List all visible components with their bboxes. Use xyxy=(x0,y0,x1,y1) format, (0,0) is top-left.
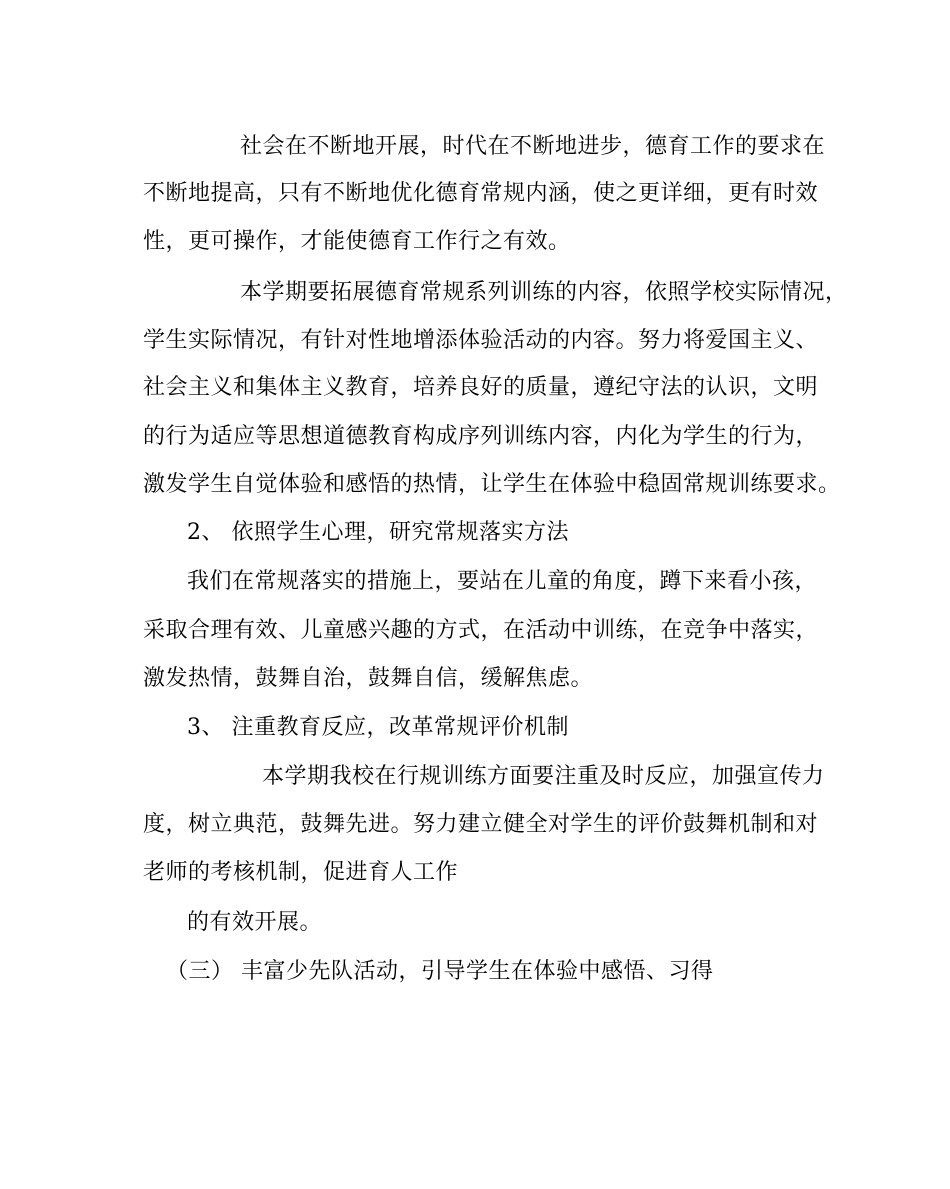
text-line: 激发热情，鼓舞自治，鼓舞自信，缓解焦虑。 xyxy=(143,666,594,691)
text-line: 老师的考核机制，促进育人工作 xyxy=(143,860,459,885)
text-line: 性，更可操作，才能使德育工作行之有效。 xyxy=(143,229,571,254)
text-line: 的行为适应等思想道德教育构成序列训练内容，内化为学生的行为， xyxy=(143,424,819,449)
text-line: 的有效开展。 xyxy=(187,910,323,935)
text-line: 社会主义和集体主义教育，培养良好的质量，遵纪守法的认识，文明 xyxy=(143,375,819,400)
section-heading: 3、 注重教育反应，改革常规评价机制 xyxy=(187,715,569,740)
text-line: 我们在常规落实的措施上，要站在儿童的角度，蹲下来看小孩， xyxy=(187,569,818,594)
text-line: 采取合理有效、儿童感兴趣的方式，在活动中训练，在竞争中落实， xyxy=(143,618,819,643)
text-line: 社会在不断地开展，时代在不断地进步，德育工作的要求在 xyxy=(240,134,826,159)
text-line: 本学期要拓展德育常规系列训练的内容，依照学校实际情况， xyxy=(240,280,848,305)
text-line: 本学期我校在行规训练方面要注重及时反应，加强宣传力 xyxy=(262,764,825,789)
text-line: 度，树立典范，鼓舞先进。努力建立健全对学生的评价鼓舞机制和对 xyxy=(143,812,819,837)
section-heading: 2、 依照学生心理，研究常规落实方法 xyxy=(187,520,569,545)
text-line: 不断地提高，只有不断地优化德育常规内涵，使之更详细，更有时效 xyxy=(143,181,819,206)
text-line: 学生实际情况，有针对性地增添体验活动的内容。努力将爱国主义、 xyxy=(143,328,819,353)
section-heading: （三） 丰富少先队活动，引导学生在体验中感悟、习得 xyxy=(166,959,714,984)
text-line: 激发学生自觉体验和感悟的热情，让学生在体验中稳固常规训练要求。 xyxy=(143,472,841,497)
